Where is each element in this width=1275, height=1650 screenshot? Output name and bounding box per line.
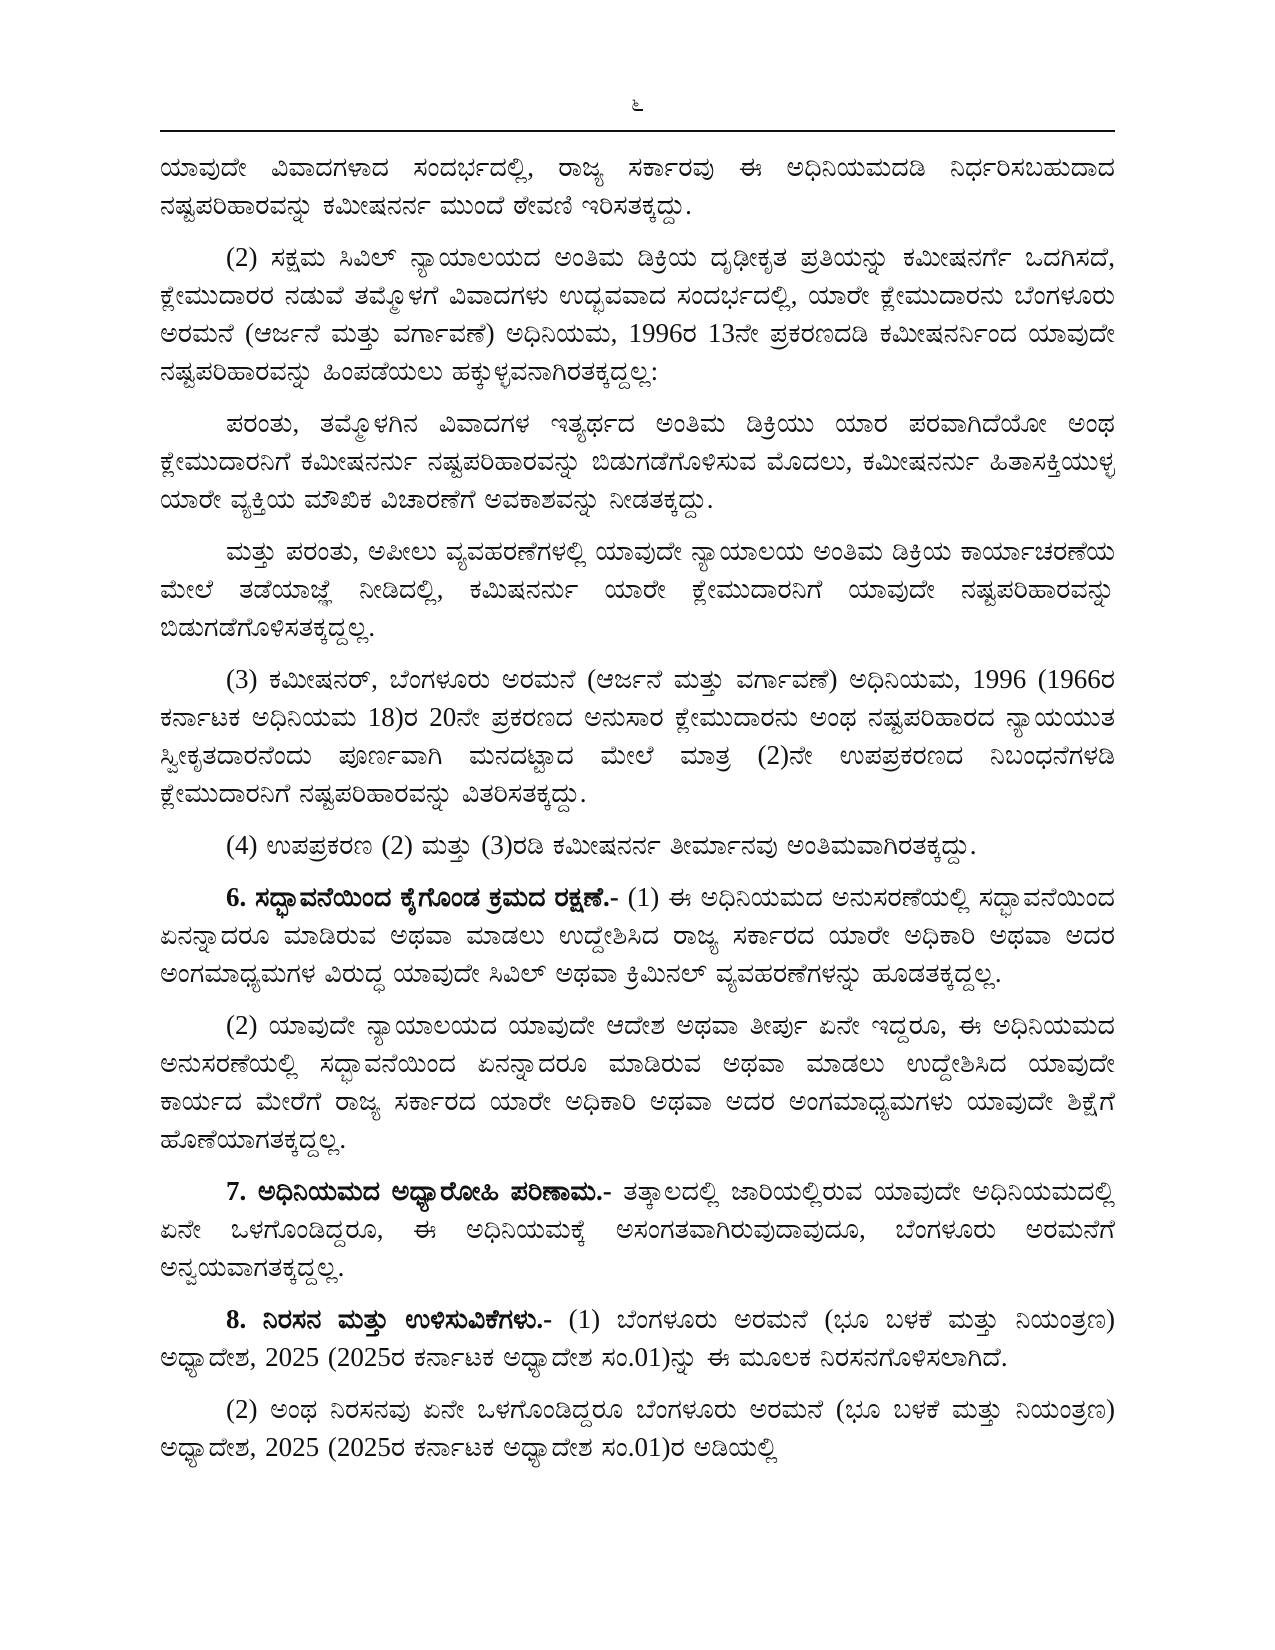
paragraph-text: ಪರಂತು, ತಮ್ಮೊಳಗಿನ ವಿವಾದಗಳ ಇತ್ಯರ್ಥದ ಅಂತಿಮ ಡಿಕ್ರಿಯು ಯಾರ ಪರವಾಗಿದೆಯೋ ಅಂಥ ಕ್ಲೇಮುದಾರನಿಗೆ ಕಮೀಷನರ್ನು ನಷ್ಟಪರಿಹಾರವನ್ನು ಬಿಡುಗಡೆಗೊಳಿಸುವ ಮೊದಲು, ಕಮೀಷನರ್ನು ಹಿತಾಸಕ್ತಿಯುಳ್ಳ ಯಾರೇ ವ್ಯಕ್ತಿಯ ಮೌಖಿಕ ವಿಚಾರಣೆಗೆ ಅವಕಾಶವನ್ನು ನೀಡತಕ್ಕದ್ದು. xyxy=(160,408,1115,514)
document-body xyxy=(160,148,1115,1466)
section-8-clause-2 xyxy=(160,1390,1115,1466)
paragraph-text: ಮತ್ತು ಪರಂತು, ಅಪೀಲು ವ್ಯವಹರಣೆಗಳಲ್ಲಿ ಯಾವುದೇ ನ್ಯಾಯಾಲಯ ಅಂತಿಮ ಡಿಕ್ರಿಯ ಕಾರ್ಯಾಚರಣೆಯ ಮೇಲೆ ತಡೆಯಾಜ್ಞೆ ನೀಡಿದಲ್ಲಿ, ಕಮಿಷನರ್ನು ಯಾರೇ ಕ್ಲೇಮುದಾರನಿಗೆ ಯಾವುದೇ ನಷ್ಟಪರಿಹಾರವನ್ನು ಬಿಡುಗಡೆಗೊಳಿಸತಕ್ಕದ್ದಲ್ಲ. xyxy=(160,536,1115,642)
para-deposit-compensation xyxy=(160,148,1115,224)
paragraph-text: (1) ಈ ಅಧಿನಿಯಮದ ಅನುಸರಣೆಯಲ್ಲಿ ಸದ್ಭಾವನೆಯಿಂದ ಏನನ್ನಾದರೂ ಮಾಡಿರುವ ಅಥವಾ ಮಾಡಲು ಉದ್ದೇಶಿಸಿದ ರಾಜ್ಯ ಸರ್ಕಾರದ ಯಾರೇ ಅಧಿಕಾರಿ ಅಥವಾ ಅದರ ಅಂಗಮಾಧ್ಯಮಗಳ ವಿರುದ್ಧ ಯಾವುದೇ ಸಿವಿಲ್ ಅಥವಾ ಕ್ರಿಮಿನಲ್ ವ್ಯವಹರಣೆಗಳನ್ನು ಹೂಡತಕ್ಕದ್ದಲ್ಲ. xyxy=(160,882,1115,988)
paragraph-text: (2) ಅಂಥ ನಿರಸನವು ಏನೇ ಒಳಗೊಂಡಿದ್ದರೂ ಬೆಂಗಳೂರು ಅರಮನೆ (ಭೂ ಬಳಕೆ ಮತ್ತು ನಿಯಂತ್ರಣ) ಅಧ್ಯಾದೇಶ, 2025 (2025ರ ಕರ್ನಾಟಕ ಅಧ್ಯಾದೇಶ ಸಂ.01)ರ ಅಡಿಯಲ್ಲಿ xyxy=(160,1394,1115,1462)
paragraph-text: (4) ಉಪಪ್ರಕರಣ (2) ಮತ್ತು (3)ರಡಿ ಕಮೀಷನರ್ನ ತೀರ್ಮಾನವು ಅಂತಿಮವಾಗಿರತಕ್ಕದ್ದು. xyxy=(226,830,977,860)
clause-3-disbursal xyxy=(160,660,1115,812)
proviso-stay-order xyxy=(160,532,1115,646)
section-6-protection-good-faith xyxy=(160,878,1115,992)
section-7-overriding-effect xyxy=(160,1172,1115,1286)
section-6-heading: 6. ಸದ್ಭಾವನೆಯಿಂದ ಕೈಗೊಂಡ ಕ್ರಮದ ರಕ್ಷಣೆ.- xyxy=(226,882,619,912)
page-number: ೬ xyxy=(630,91,645,117)
header-rule xyxy=(160,130,1115,132)
clause-4-finality xyxy=(160,826,1115,864)
paragraph-text: (2) ಸಕ್ಷಮ ಸಿವಿಲ್ ನ್ಯಾಯಾಲಯದ ಅಂತಿಮ ಡಿಕ್ರಿಯ ದೃಢೀಕೃತ ಪ್ರತಿಯನ್ನು ಕಮೀಷನರ್ಗೆ ಒದಗಿಸದೆ, ಕ್ಲೇಮುದಾರರ ನಡುವೆ ತಮ್ಮೊಳಗೆ ವಿವಾದಗಳು ಉದ್ಭವವಾದ ಸಂದರ್ಭದಲ್ಲಿ, ಯಾರೇ ಕ್ಲೇಮುದಾರನು ಬೆಂಗಳೂರು ಅರಮನೆ (ಆರ್ಜನೆ ಮತ್ತು ವರ್ಗಾವಣೆ) ಅಧಿನಿಯಮ, 1996ರ 13ನೇ ಪ್ರಕರಣದಡಿ ಕಮೀಷನರ್ನಿಂದ ಯಾವುದೇ ನಷ್ಟಪರಿಹಾರವನ್ನು ಹಿಂಪಡೆಯಲು ಹಕ್ಕುಳ್ಳವನಾಗಿರತಕ್ಕದ್ದಲ್ಲ: xyxy=(160,242,1115,386)
paragraph-text: ತತ್ಕಾಲದಲ್ಲಿ ಜಾರಿಯಲ್ಲಿರುವ ಯಾವುದೇ ಅಧಿನಿಯಮದಲ್ಲಿ ಏನೇ ಒಳಗೊಂಡಿದ್ದರೂ, ಈ ಅಧಿನಿಯಮಕ್ಕೆ ಅಸಂಗತವಾಗಿರುವುದಾವುದೂ, ಬೆಂಗಳೂರು ಅರಮನೆಗೆ ಅನ್ವಯವಾಗತಕ್ಕದ್ದಲ್ಲ. xyxy=(160,1176,1115,1282)
section-7-heading: 7. ಅಧಿನಿಯಮದ ಅಧ್ಯಾರೋಹಿ ಪರಿಣಾಮ.- xyxy=(226,1176,612,1206)
paragraph-text: (2) ಯಾವುದೇ ನ್ಯಾಯಾಲಯದ ಯಾವುದೇ ಆದೇಶ ಅಥವಾ ತೀರ್ಪು ಏನೇ ಇದ್ದರೂ, ಈ ಅಧಿನಿಯಮದ ಅನುಸರಣೆಯಲ್ಲಿ ಸದ್ಭಾವನೆಯಿಂದ ಏನನ್ನಾದರೂ ಮಾಡಿರುವ ಅಥವಾ ಮಾಡಲು ಉದ್ದೇಶಿಸಿದ ಯಾವುದೇ ಕಾರ್ಯದ ಮೇರೆಗೆ ರಾಜ್ಯ ಸರ್ಕಾರದ ಯಾರೇ ಅಧಿಕಾರಿ ಅಥವಾ ಅದರ ಅಂಗಮಾಧ್ಯಮಗಳು ಯಾವುದೇ ಶಿಕ್ಷೆಗೆ ಹೊಣೆಯಾಗತಕ್ಕದ್ದಲ್ಲ. xyxy=(160,1010,1115,1154)
proviso-oral-hearing xyxy=(160,404,1115,518)
paragraph-text: (3) ಕಮೀಷನರ್, ಬೆಂಗಳೂರು ಅರಮನೆ (ಆರ್ಜನೆ ಮತ್ತು ವರ್ಗಾವಣೆ) ಅಧಿನಿಯಮ, 1996 (1966ರ ಕರ್ನಾಟಕ ಅಧಿನಿಯಮ 18)ರ 20ನೇ ಪ್ರಕರಣದ ಅನುಸಾರ ಕ್ಲೇಮುದಾರನು ಅಂಥ ನಷ್ಟಪರಿಹಾರದ ನ್ಯಾಯಯುತ ಸ್ವೀಕೃತದಾರನೆಂದು ಪೂರ್ಣವಾಗಿ ಮನದಟ್ಟಾದ ಮೇಲೆ ಮಾತ್ರ (2)ನೇ ಉಪಪ್ರಕರಣದ ನಿಬಂಧನೆಗಳಡಿ ಕ್ಲೇಮುದಾರನಿಗೆ ನಷ್ಟಪರಿಹಾರವನ್ನು ವಿತರಿಸತಕ್ಕದ್ದು. xyxy=(160,664,1115,808)
paragraph-text: (1) ಬೆಂಗಳೂರು ಅರಮನೆ (ಭೂ ಬಳಕೆ ಮತ್ತು ನಿಯಂತ್ರಣ) ಅಧ್ಯಾದೇಶ, 2025 (2025ರ ಕರ್ನಾಟಕ ಅಧ್ಯಾದೇಶ ಸಂ.01)ನ್ನು ಈ ಮೂಲಕ ನಿರಸನಗೊಳಿಸಲಾಗಿದೆ. xyxy=(160,1304,1115,1372)
clause-2-final-decree xyxy=(160,238,1115,390)
section-6-clause-2 xyxy=(160,1006,1115,1158)
section-8-heading: 8. ನಿರಸನ ಮತ್ತು ಉಳಿಸುವಿಕೆಗಳು.- xyxy=(226,1304,553,1334)
section-8-repeal-savings xyxy=(160,1300,1115,1376)
paragraph-text: ಯಾವುದೇ ವಿವಾದಗಳಾದ ಸಂದರ್ಭದಲ್ಲಿ, ರಾಜ್ಯ ಸರ್ಕಾರವು ಈ ಅಧಿನಿಯಮದಡಿ ನಿರ್ಧರಿಸಬಹುದಾದ ನಷ್ಟಪರಿಹಾರವನ್ನು ಕಮೀಷನರ್ನ ಮುಂದೆ ಠೇವಣಿ ಇರಿಸತಕ್ಕದ್ದು. xyxy=(160,152,1115,220)
